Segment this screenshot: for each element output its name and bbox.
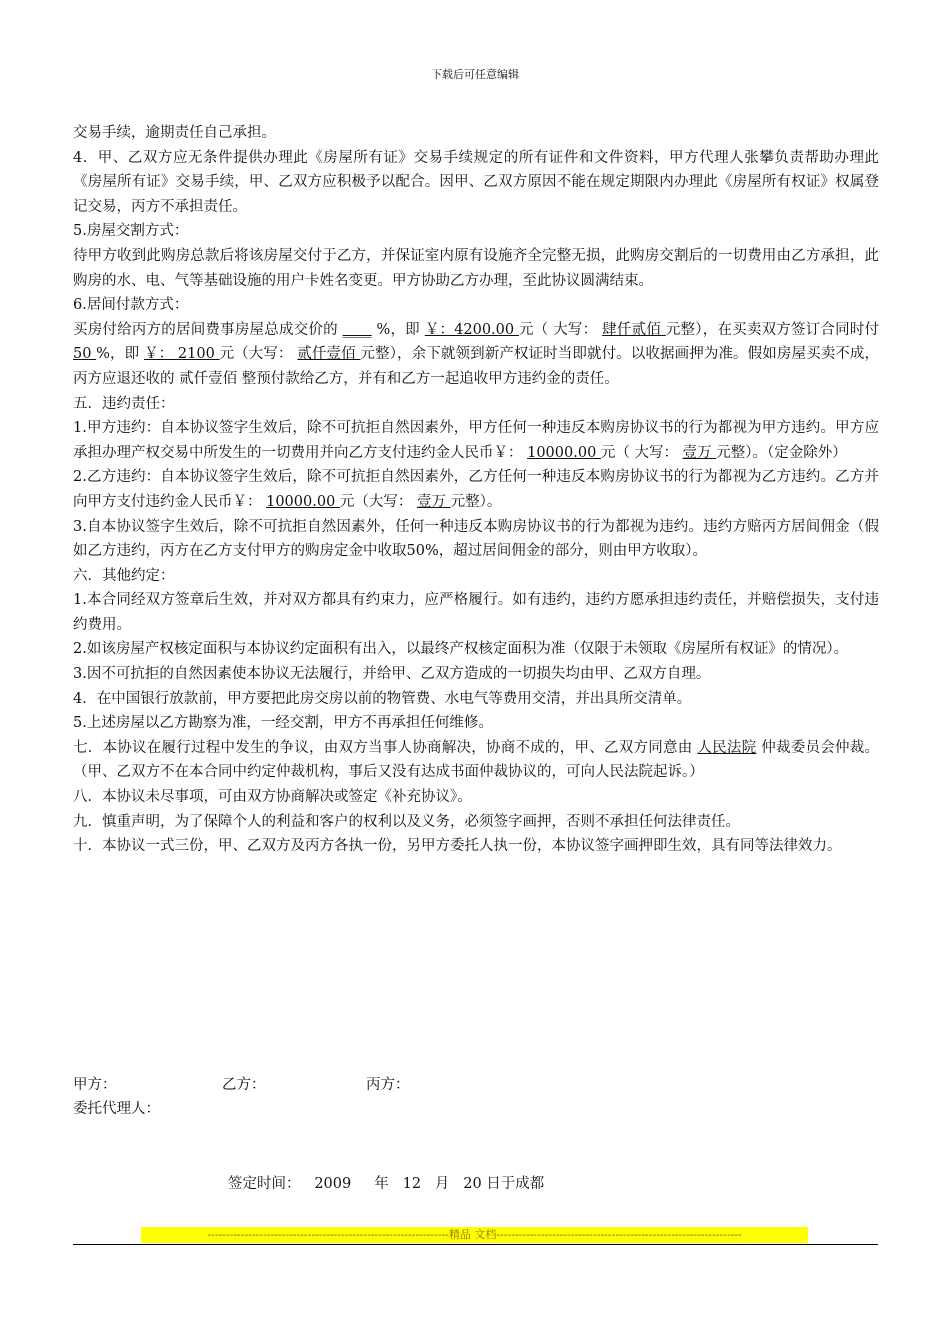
clause-4: 4．甲、乙双方应无条件提供办理此《房屋所有证》交易手续规定的所有证件和文件资料，甲方代理人张攀负责帮助办理此《房屋所有证》交易手续，甲、乙双方应积极予以配合。因甲、乙双方原因不能在规定期限内办理此《房屋所有权证》权属登记交易，丙方不承担责任。: [73, 149, 879, 215]
section-8: 八．本协议未尽事项，可由双方协商解决或签定《补充协议》。: [73, 789, 472, 806]
other-item-1: 1.本合同经双方签章后生效，并对双方都具有约束力，应严格履行。如有违约，违约方愿承担违约责任，并赔偿损失，支付违约费用。: [73, 592, 879, 633]
penalty-capital-a: 壹万: [682, 444, 717, 461]
other-item-5: 5.上述房屋以乙方勘察为准，一经交割，甲方不再承担任何维修。: [73, 715, 493, 732]
penalty-amount-b: 10000.00: [266, 493, 340, 510]
signing-day: 20: [463, 1176, 482, 1192]
fee-amount: ￥：4200.00: [424, 321, 519, 338]
other-item-2: 2.如该房屋产权核定面积与本协议约定面积有出入，以最终产权核定面积为准（仅限于未领取《房屋所有权证》的情况）。: [73, 641, 849, 658]
section-5-title: 五．违约责任：: [73, 395, 175, 412]
footer-banner: -----------------------------------------------------------------精品 文档------------------------------------------------------------------: [141, 1227, 808, 1243]
fee-paragraph: 买房付给丙方的居间费事房屋总成交价的 ____ %，即 ￥：4200.00 元（ 大写： 肆仟贰佰 元整），在买卖双方签订合同时付 50 %，即 ￥： 2100 元（大写： 贰仟壹佰 元整），余下就领到新产权证时当即就付。以收据画押为准。假如房屋买卖不成，丙方应退还收的 贰仟壹佰 整预付款给乙方，并有和乙方一起追收甲方违约金的责任。: [73, 321, 880, 387]
paragraph-continuation: 交易手续，逾期责任自己承担。: [73, 125, 276, 141]
signing-year: 2009: [314, 1176, 352, 1192]
penalty-amount-a: 10000.00: [527, 444, 601, 461]
section-7: 七．本协议在履行过程中发生的争议，由双方当事人协商解决，协商不成的，甲、乙双方同意由 人民法院 仲裁委员会仲裁。（甲、乙双方不在本合同中约定仲裁机构，事后又没有达成书面仲裁协议的，可向人民法院起诉。）: [73, 739, 880, 781]
other-item-3: 3.因不可抗拒的自然因素使本协议无法履行，并给甲、乙双方造成的一切损失均由甲、乙双方自理。: [73, 666, 711, 683]
signature-party-a: 甲方：: [73, 1077, 117, 1093]
deposit-percent: 50: [73, 346, 97, 363]
deposit-amount: ￥： 2100: [144, 346, 220, 363]
breach-general: 3.自本协议签字生效后，除不可抗拒自然因素外，任何一种违反本购房协议书的行为都视为违约。违约方赔丙方居间佣金（假如乙方违约，丙方在乙方支付甲方的购房定金中收取50%，超过居间佣金的部分，则由甲方收取）。: [73, 518, 879, 560]
breach-party-b: 2.乙方违约：自本协议签字生效后，除不可抗拒自然因素外，乙方任何一种违反本购房协议书的行为都视为乙方违约。乙方并向甲方支付违约金人民币￥： 10000.00 元（大写： 壹万 元整）。: [73, 469, 879, 510]
document-body: [73, 121, 879, 859]
signing-date: 签定时间： 2009 年 12 月 20 日于成都: [228, 1176, 545, 1192]
signature-agent: 委托代理人：: [73, 1101, 160, 1117]
fee-percent-blank: ____: [342, 321, 372, 338]
footer-rule: [73, 1244, 878, 1245]
page-footer: [73, 1227, 878, 1245]
signing-month: 12: [402, 1176, 422, 1192]
section-5-heading: 5.房屋交割方式：: [73, 223, 189, 240]
section-5-text: 待甲方收到此购房总款后将该房屋交付于乙方，并保证室内原有设施齐全完整无损，此购房交割后的一切费用由乙方承担，此购房的水、电、气等基础设施的用户卡姓名变更。甲方协助乙方办理，至此协议圆满结束。: [73, 247, 879, 289]
other-item-4: 4．在中国银行放款前，甲方要把此房交房以前的物管费、水电气等费用交清，并出具所交清单。: [73, 690, 692, 707]
court-name: 人民法院: [697, 739, 757, 756]
signature-party-b: 乙方：: [222, 1077, 266, 1093]
page-header: 下载后可任意编辑: [431, 68, 519, 81]
fee-amount-capital: 肆仟贰佰: [602, 321, 666, 338]
section-9: 九．慎重声明，为了保障个人的利益和客户的权利以及义务，必须签字画押，否则不承担任何法律责任。: [73, 813, 740, 830]
signature-party-c: 丙方：: [366, 1077, 410, 1093]
breach-party-a: 1.甲方违约：自本协议签字生效后，除不可抗拒自然因素外，甲方任何一种违反本购房协议书的行为都视为甲方违约。甲方应承担办理产权交易中所发生的一切费用并向乙方支付违约金人民币￥： 10000.00 元（ 大写： 壹万 元整）。（定金除外）: [73, 420, 879, 461]
penalty-capital-b: 壹万: [417, 493, 451, 510]
deposit-amount-capital: 贰仟壹佰: [297, 346, 361, 363]
section-6-title: 六．其他约定：: [73, 567, 175, 584]
section-10: 十．本协议一式三份，甲、乙双方及丙方各执一份，另甲方委托人执一份，本协议签字画押即生效，具有同等法律效力。: [73, 838, 842, 855]
section-6-heading: 6.居间付款方式：: [73, 297, 189, 314]
